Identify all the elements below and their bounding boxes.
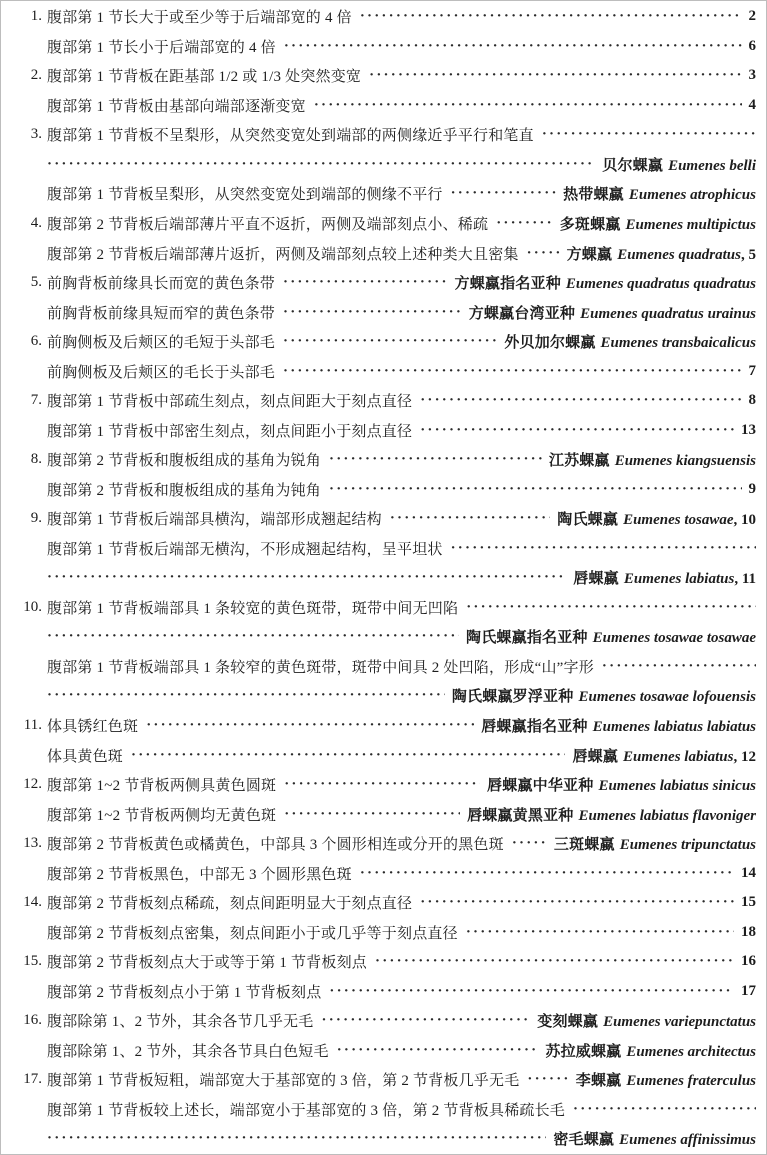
species-name-cn: 陶氏蜾蠃指名亚种	[466, 629, 588, 647]
species-name	[467, 804, 756, 825]
key-row	[22, 32, 756, 62]
species-name-cn: 贝尔蜾蠃	[602, 156, 664, 174]
species-name-cn: 外贝加尔蜾蠃	[504, 334, 596, 352]
key-row	[22, 209, 756, 239]
couplet-text: 腹部第 2 节背板和腹板组成的基角为锐角	[47, 453, 322, 470]
key-row	[22, 652, 756, 682]
ref-number: 6	[748, 37, 756, 54]
couplet-text: 前胸背板前缘具短而窄的黄色条带	[47, 305, 276, 322]
dot-leader	[131, 740, 565, 770]
dot-leader	[47, 1124, 546, 1154]
dot-leader	[466, 593, 756, 623]
species-name	[452, 685, 756, 706]
key-row	[22, 179, 756, 209]
species-name-cn: 唇蜾蠃指名亚种	[481, 718, 588, 736]
key-row	[22, 386, 756, 416]
couplet-text: 腹部除第 1、2 节外，其余各节几乎无毛	[47, 1014, 314, 1031]
species-name-cn: 三斑蜾蠃	[553, 836, 615, 854]
couplet-number: 8.	[30, 451, 42, 468]
couplet-number: 4.	[30, 214, 42, 231]
couplet-text: 腹部第 2 节背板刻点密集，刻点间距小于或几乎等于刻点直径	[47, 925, 458, 942]
key-row	[22, 504, 756, 534]
key-row	[22, 593, 756, 623]
couplet-number: 14.	[23, 894, 42, 911]
species-name-latin: Eumenes quadratus	[617, 246, 741, 263]
couplet-number: 15.	[23, 953, 42, 970]
couplet-text: 腹部第 1 节长大于或至少等于后端部宽的 4 倍	[47, 10, 352, 27]
key-row	[22, 150, 756, 180]
couplet-text: 腹部第 1 节背板中部密生刻点，刻点间距小于刻点直径	[47, 423, 413, 440]
couplet-text: 腹部第 1 节背板较上述长，端部宽小于基部宽的 3 倍，第 2 节背板具稀疏长毛	[47, 1102, 566, 1119]
couplet-number: 11.	[23, 717, 42, 734]
dot-leader	[284, 32, 742, 62]
couplet-text: 腹部除第 1、2 节外，其余各节具白色短毛	[47, 1043, 329, 1060]
species-name-latin: Eumenes affinissimus	[619, 1132, 756, 1149]
species-name	[563, 183, 756, 204]
couplet-number: 1.	[30, 8, 42, 25]
species-name-cn: 陶氏蜾蠃罗浮亚种	[451, 688, 574, 706]
species-name	[572, 745, 756, 766]
key-rows-container	[1, 1, 766, 1154]
species-name-cn: 密毛蜾蠃	[553, 1131, 615, 1149]
couplet-text: 腹部第 2 节背板和腹板组成的基角为钝角	[47, 482, 322, 499]
key-row	[22, 1036, 756, 1066]
dot-leader	[527, 238, 560, 268]
species-name-cn: 多斑蜾蠃	[559, 215, 621, 233]
species-name-cn: 唇蜾蠃黄黑亚种	[467, 806, 574, 824]
key-row	[22, 947, 756, 977]
couplet-text: 腹部第 2 节背板刻点稀疏，刻点间距明显大于刻点直径	[47, 896, 413, 913]
dot-leader	[369, 61, 741, 91]
dot-leader	[602, 652, 756, 682]
species-name-latin: Eumenes quadratus urainus	[580, 305, 756, 322]
species-name-latin: Eumenes variepunctatus	[603, 1014, 756, 1031]
species-name-latin: Eumenes fraterculus	[626, 1073, 756, 1090]
couplet-number: 7.	[30, 392, 42, 409]
species-name-cn: 李蜾蠃	[575, 1072, 622, 1090]
key-row	[22, 91, 756, 121]
species-name	[487, 774, 756, 795]
key-row	[22, 1006, 756, 1036]
ref-number: 4	[748, 96, 756, 113]
ref-number: 13	[741, 421, 756, 438]
dot-leader	[322, 1006, 531, 1036]
key-row	[22, 356, 756, 386]
key-row	[22, 888, 756, 918]
couplet-number: 13.	[23, 835, 42, 852]
species-name	[553, 1128, 756, 1149]
couplet-text: 腹部第 1 节背板端部具 1 条较宽的黄色斑带，斑带中间无凹陷	[47, 600, 459, 617]
ref-number: 9	[748, 480, 756, 497]
key-row	[22, 858, 756, 888]
couplet-text: 腹部第 1 节背板中部疏生刻点，刻点间距大于刻点直径	[47, 394, 413, 411]
species-name	[455, 272, 756, 293]
ref-number: 2	[748, 8, 756, 25]
couplet-text: 腹部第 1 节背板后端部无横沟，不形成翘起结构，呈平坦状	[47, 541, 443, 558]
species-ref-suffix: , 10	[733, 512, 756, 529]
ref-number: 16	[741, 953, 756, 970]
key-row	[22, 445, 756, 475]
couplet-number: 3.	[30, 126, 42, 143]
dot-leader	[329, 475, 741, 505]
species-name	[537, 1010, 756, 1031]
key-row	[22, 917, 756, 947]
species-ref-suffix: , 5	[741, 246, 756, 263]
dot-leader	[420, 415, 734, 445]
couplet-text: 腹部第 2 节背板刻点大于或等于第 1 节背板刻点	[47, 955, 368, 972]
couplet-number: 5.	[30, 274, 42, 291]
dot-leader	[527, 1065, 568, 1095]
species-name	[560, 213, 756, 234]
dot-leader	[283, 268, 448, 298]
dot-leader	[451, 179, 556, 209]
species-name	[466, 626, 756, 647]
couplet-text: 体具黄色斑	[47, 748, 124, 765]
dot-leader	[329, 445, 542, 475]
couplet-text: 腹部第 1 节背板短粗，端部宽大于基部宽的 3 倍，第 2 节背板几乎无毛	[47, 1073, 520, 1090]
species-name-latin: Eumenes tripunctatus	[619, 837, 756, 854]
species-name	[481, 715, 756, 736]
key-row	[22, 977, 756, 1007]
ref-number: 17	[741, 982, 756, 999]
species-name-cn: 唇蜾蠃中华亚种	[487, 777, 594, 795]
dot-leader	[451, 534, 756, 564]
species-name-cn: 热带蜾蠃	[563, 186, 624, 204]
couplet-text: 腹部第 1 节背板端部具 1 条较窄的黄色斑带，斑带中间具 2 处凹陷，形成“山”字形	[47, 659, 594, 676]
couplet-number: 12.	[23, 776, 42, 793]
species-name-latin: Eumenes atrophicus	[628, 187, 756, 204]
dot-leader	[466, 917, 734, 947]
species-name-latin: Eumenes tosawae	[623, 512, 734, 529]
species-name-latin: Eumenes labiatus	[623, 571, 735, 588]
couplet-number: 16.	[23, 1012, 42, 1029]
couplet-number: 17.	[23, 1071, 42, 1088]
species-name	[554, 833, 756, 854]
couplet-text: 前胸侧板及后颊区的毛短于头部毛	[47, 335, 276, 352]
dot-leader	[47, 150, 595, 180]
species-name-latin: Eumenes labiatus labiatus	[592, 719, 756, 736]
key-row	[22, 2, 756, 32]
couplet-text: 腹部第 1 节背板在距基部 1/2 或 1/3 处突然变宽	[47, 69, 362, 86]
couplet-text: 腹部第 1~2 节背板两侧具黄色圆斑	[47, 778, 277, 795]
species-name-latin: Eumenes kiangsuensis	[614, 453, 756, 470]
ref-number: 14	[741, 864, 756, 881]
couplet-text: 前胸背板前缘具长而宽的黄色条带	[47, 276, 276, 293]
couplet-text: 腹部第 2 节背板刻点小于第 1 节背板刻点	[47, 984, 322, 1001]
species-name	[504, 331, 756, 352]
species-name-cn: 唇蜾蠃	[573, 570, 619, 588]
dot-leader	[283, 356, 741, 386]
couplet-text: 腹部第 1 节长小于后端部宽的 4 倍	[47, 39, 276, 56]
species-name-cn: 陶氏蜾蠃	[557, 511, 619, 529]
species-name-cn: 唇蜾蠃	[572, 747, 619, 765]
dot-leader	[390, 504, 550, 534]
ref-number: 3	[748, 67, 756, 84]
dot-leader	[47, 681, 445, 711]
ref-number: 8	[748, 392, 756, 409]
ref-number: 18	[741, 923, 756, 940]
dot-leader	[360, 858, 734, 888]
species-name-cn: 变刻蜾蠃	[537, 1013, 599, 1031]
couplet-text: 前胸侧板及后颊区的毛长于头部毛	[47, 364, 276, 381]
species-name-latin: Eumenes multipictus	[625, 216, 756, 233]
couplet-text: 腹部第 2 节背板黑色，中部无 3 个圆形黑色斑	[47, 866, 352, 883]
key-row	[22, 829, 756, 859]
key-row	[22, 475, 756, 505]
species-name-latin: Eumenes tosawae lofouensis	[578, 689, 756, 706]
dot-leader	[542, 120, 756, 150]
key-row	[22, 415, 756, 445]
key-row	[22, 681, 756, 711]
dot-leader	[337, 1036, 539, 1066]
couplet-number: 2.	[30, 67, 42, 84]
key-row	[22, 238, 756, 268]
couplet-text: 腹部第 1 节背板后端部具横沟，端部形成翘起结构	[47, 512, 382, 529]
key-row	[22, 740, 756, 770]
species-name-latin: Eumenes belli	[668, 157, 756, 174]
dot-leader	[314, 91, 742, 121]
key-row	[22, 120, 756, 150]
species-name-latin: Eumenes labiatus	[623, 748, 734, 765]
couplet-text: 腹部第 1 节背板不呈梨形，从突然变宽处到端部的两侧缘近乎平行和笔直	[47, 128, 534, 145]
species-name	[573, 567, 756, 588]
species-name	[602, 154, 756, 175]
couplet-text: 体具锈红色斑	[47, 719, 139, 736]
couplet-text: 腹部第 1 节背板呈梨形，从突然变宽处到端部的侧缘不平行	[47, 187, 443, 204]
couplet-number: 9.	[30, 510, 42, 527]
dot-leader	[47, 563, 566, 593]
key-row	[22, 799, 756, 829]
species-name	[549, 449, 756, 470]
key-row	[22, 534, 756, 564]
species-name-cn: 苏拉威蜾蠃	[545, 1042, 622, 1060]
species-name	[576, 1069, 756, 1090]
species-name-latin: Eumenes transbaicalicus	[600, 335, 756, 352]
species-name-cn: 江苏蜾蠃	[548, 452, 610, 470]
species-name-latin: Eumenes labiatus flavoniger	[578, 807, 756, 824]
dot-leader	[284, 799, 460, 829]
couplet-text: 腹部第 1~2 节背板两侧均无黄色斑	[47, 807, 277, 824]
dot-leader	[420, 888, 734, 918]
species-name-latin: Eumenes quadratus quadratus	[565, 276, 756, 293]
species-name	[545, 1040, 756, 1061]
dot-leader	[47, 622, 459, 652]
couplet-number: 6.	[30, 333, 42, 350]
key-row	[22, 297, 756, 327]
couplet-text: 腹部第 2 节背板黄色或橘黄色，中部具 3 个圆形相连或分开的黑色斑	[47, 837, 504, 854]
key-row	[22, 622, 756, 652]
key-row	[22, 770, 756, 800]
ref-number: 15	[741, 894, 756, 911]
species-name	[557, 508, 756, 529]
species-ref-suffix: , 12	[733, 748, 756, 765]
dot-leader	[146, 711, 474, 741]
key-row	[22, 1065, 756, 1095]
key-row	[22, 268, 756, 298]
species-name-cn: 方蜾蠃指名亚种	[454, 275, 561, 293]
dot-leader	[283, 327, 497, 357]
dot-leader	[283, 297, 462, 327]
species-name	[469, 302, 756, 323]
species-ref-suffix: , 11	[734, 571, 756, 588]
species-name-latin: Eumenes tosawae tosawae	[592, 630, 756, 647]
species-name-cn: 方蜾蠃台湾亚种	[468, 304, 576, 322]
species-name-cn: 方蜾蠃	[566, 245, 613, 263]
couplet-text: 腹部第 1 节背板由基部向端部逐渐变宽	[47, 98, 306, 115]
dot-leader	[512, 829, 547, 859]
key-row	[22, 1124, 756, 1154]
species-name-latin: Eumenes labiatus sinicus	[598, 778, 756, 795]
key-row	[22, 711, 756, 741]
dot-leader	[573, 1095, 756, 1125]
couplet-text: 腹部第 2 节背板后端部薄片平直不返折，两侧及端部刻点小、稀疏	[47, 216, 489, 233]
dot-leader	[375, 947, 734, 977]
ref-number: 7	[748, 362, 756, 379]
species-name-latin: Eumenes architectus	[626, 1043, 756, 1060]
couplet-number: 10.	[23, 598, 42, 615]
dot-leader	[284, 770, 480, 800]
key-row	[22, 61, 756, 91]
couplet-text: 腹部第 2 节背板后端部薄片返折，两侧及端部刻点较上述种类大且密集	[47, 246, 519, 263]
key-row	[22, 327, 756, 357]
species-name	[567, 243, 756, 264]
dot-leader	[420, 386, 741, 416]
dot-leader	[329, 977, 734, 1007]
key-row	[22, 1095, 756, 1125]
key-row	[22, 563, 756, 593]
dot-leader	[496, 209, 553, 239]
dot-leader	[360, 2, 742, 32]
